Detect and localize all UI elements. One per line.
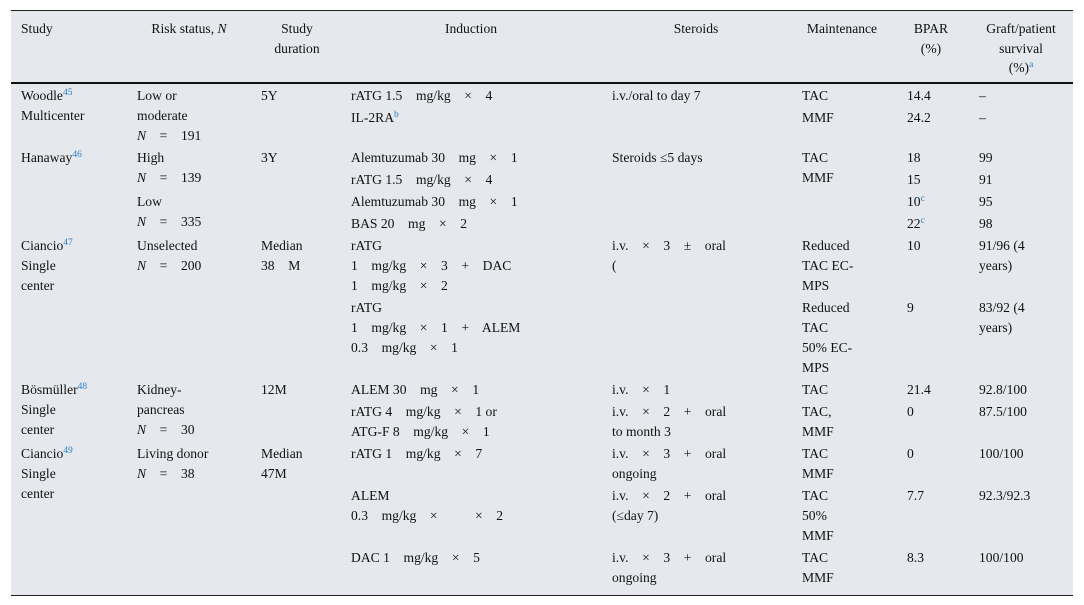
header-graft-patient-survival: Graft/patient survival (%)$^a$	[986, 21, 1056, 75]
steroids: i.v. × 3 + oral	[612, 446, 727, 461]
study-duration: Median	[261, 238, 303, 253]
reference: 45	[62, 88, 73, 98]
maintenance: MMF	[802, 424, 834, 439]
induction: BAS 20 mg × 2	[351, 216, 468, 231]
sample-size: N = 191	[137, 128, 202, 143]
induction: rATG 4 mg/kg × 1 or	[351, 404, 497, 419]
header-study-duration: Study duration	[274, 21, 320, 56]
induction: rATG	[351, 238, 382, 253]
induction: rATG 1.5 mg/kg × 4	[351, 172, 493, 187]
induction: 0.3 mg/kg × × 2	[351, 508, 504, 523]
bpar-value: 24.2	[907, 110, 931, 125]
maintenance: MMF	[802, 110, 834, 125]
risk-status: Living donor	[137, 446, 209, 461]
induction: rATG 1 mg/kg × 7	[351, 446, 483, 461]
survival-value: 98	[979, 216, 993, 231]
study-name: Bösmüller$^{48}$	[21, 382, 88, 397]
study-duration: 38 M	[261, 258, 301, 273]
bpar-value: 9	[907, 300, 914, 315]
header-maintenance: Maintenance	[806, 21, 878, 36]
maintenance: TAC	[802, 320, 829, 335]
steroids: i.v. × 3 ± oral	[612, 238, 726, 253]
bpar-value: 0	[907, 446, 914, 461]
maintenance: MMF	[802, 466, 834, 481]
survival-value: 95	[979, 194, 993, 209]
steroids: Steroids ≤5 days	[612, 150, 703, 165]
survival-value: years)	[979, 320, 1013, 335]
maintenance: MMF	[802, 528, 834, 543]
survival-value: 92.3/92.3	[979, 488, 1031, 503]
bpar-value: 10$^c$	[907, 194, 925, 209]
survival-value: 91	[979, 172, 993, 187]
maintenance: TAC EC-	[802, 258, 854, 273]
study-name: Ciancio$^{49}$	[21, 446, 73, 461]
maintenance: TAC	[802, 446, 829, 461]
steroids: i.v. × 2 + oral	[612, 488, 727, 503]
study-name: Woodle$^{45}$	[21, 88, 73, 103]
maintenance: TAC	[802, 382, 829, 397]
bpar-value: 0	[907, 404, 914, 419]
maintenance: TAC,	[802, 404, 832, 419]
maintenance: TAC	[802, 88, 829, 103]
steroids: ongoing	[612, 570, 657, 585]
maintenance: MPS	[802, 360, 830, 375]
induction: 1 mg/kg × 1 + ALEM	[351, 320, 521, 335]
study-duration: Median	[261, 446, 303, 461]
study-duration: 5Y	[261, 88, 278, 103]
survival-value: –	[979, 110, 986, 125]
induction: rATG 1.5 mg/kg × 4	[351, 88, 493, 103]
study-type: center	[21, 486, 55, 501]
induction: DAC 1 mg/kg × 5	[351, 550, 480, 565]
footnote-c: c	[920, 216, 925, 226]
maintenance: TAC	[802, 488, 829, 503]
study-name: Hanaway$^{46}$	[21, 150, 82, 165]
reference: 48	[77, 382, 88, 392]
induction: rATG	[351, 300, 382, 315]
bpar-value: 15	[907, 172, 921, 187]
study-duration: 47M	[261, 466, 287, 481]
survival-value: years)	[979, 258, 1013, 273]
induction: Alemtuzumab 30 mg × 1	[351, 150, 518, 165]
induction: ALEM 30 mg × 1	[351, 382, 480, 397]
bpar-value: 7.7	[907, 488, 924, 503]
survival-value: 91/96 (4	[979, 238, 1025, 253]
bpar-value: 18	[907, 150, 921, 165]
induction: Alemtuzumab 30 mg × 1	[351, 194, 518, 209]
maintenance: MMF	[802, 570, 834, 585]
sample-size: N = 139	[137, 170, 202, 185]
steroids: to month 3	[612, 424, 671, 439]
footnote-a: a	[1029, 60, 1034, 70]
risk-status: Kidney-	[137, 382, 182, 397]
bpar-value: 14.4	[907, 88, 931, 103]
study-type: center	[21, 278, 55, 293]
survival-value: 100/100	[979, 550, 1024, 565]
maintenance: 50% EC-	[802, 340, 853, 355]
sample-size: N = 30	[137, 422, 195, 437]
induction: 1 mg/kg × 3 + DAC	[351, 258, 512, 273]
header-risk-status: Risk status, N	[151, 21, 227, 36]
maintenance: TAC	[802, 150, 829, 165]
steroids: (	[612, 258, 617, 273]
induction: 0.3 mg/kg × 1	[351, 340, 458, 355]
study-type: center	[21, 422, 55, 437]
bpar-value: 8.3	[907, 550, 924, 565]
bpar-value: 21.4	[907, 382, 931, 397]
induction: ALEM	[351, 488, 390, 503]
sample-size: N = 335	[137, 214, 202, 229]
bpar-value: 22$^c$	[907, 216, 925, 231]
maintenance: MMF	[802, 170, 834, 185]
risk-status: Low	[137, 194, 162, 209]
header-induction: Induction	[444, 21, 498, 36]
risk-status: High	[137, 150, 165, 165]
induction: $IL-2RA^b$	[351, 110, 399, 125]
maintenance: 50%	[802, 508, 827, 523]
survival-value: 99	[979, 150, 993, 165]
header-bpar: BPAR (%)	[913, 21, 949, 56]
header-study: Study	[21, 21, 53, 36]
maintenance: Reduced	[802, 300, 850, 315]
induction: 1 mg/kg × 2	[351, 278, 448, 293]
study-duration: 3Y	[261, 150, 278, 165]
survival-value: –	[979, 88, 986, 103]
header-steroids: Steroids	[673, 21, 719, 36]
survival-value: 92.8/100	[979, 382, 1027, 397]
table-header	[11, 11, 1073, 84]
sample-size: N = 38	[137, 466, 195, 481]
risk-status: moderate	[137, 108, 188, 123]
reference: 47	[63, 238, 73, 248]
induction: ATG-F 8 mg/kg × 1	[351, 424, 490, 439]
results-table	[11, 10, 1073, 596]
risk-status: pancreas	[137, 402, 185, 417]
footnote-c: c	[920, 194, 925, 204]
reference: 46	[72, 150, 82, 160]
steroids: i.v. × 2 + oral	[612, 404, 727, 419]
reference: 49	[63, 446, 73, 456]
footnote-b: b	[394, 110, 399, 120]
risk-status: Low or	[137, 88, 177, 103]
survival-value: 87.5/100	[979, 404, 1027, 419]
risk-status: Unselected	[137, 238, 198, 253]
survival-value: 83/92 (4	[979, 300, 1025, 315]
sample-size: N = 200	[137, 258, 202, 273]
study-type: Multicenter	[21, 108, 85, 123]
steroids: (≤day 7)	[612, 508, 659, 523]
steroids: i.v. × 1	[612, 382, 671, 397]
survival-value: 100/100	[979, 446, 1024, 461]
study-type: Single	[21, 402, 56, 417]
steroids: i.v./oral to day 7	[612, 88, 701, 103]
study-type: Single	[21, 258, 56, 273]
maintenance: Reduced	[802, 238, 850, 253]
study-name: Ciancio$^{47}$	[21, 238, 73, 253]
maintenance: MPS	[802, 278, 830, 293]
study-duration: 12M	[261, 382, 287, 397]
steroids: i.v. × 3 + oral	[612, 550, 727, 565]
maintenance: TAC	[802, 550, 829, 565]
study-type: Single	[21, 466, 56, 481]
steroids: ongoing	[612, 466, 657, 481]
bpar-value: 10	[907, 238, 921, 253]
